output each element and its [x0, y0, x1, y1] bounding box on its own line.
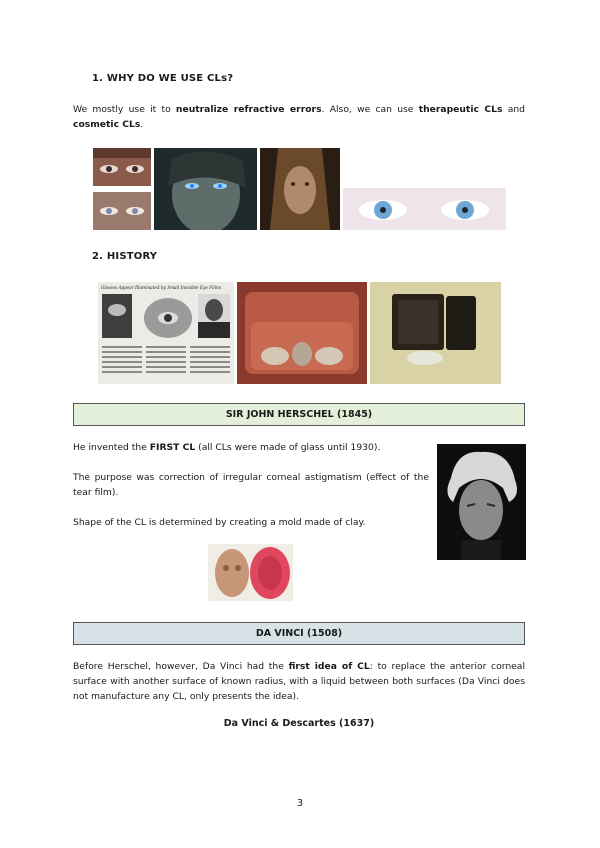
herschel-title-box: SIR JOHN HERSCHEL (1845)	[73, 403, 525, 426]
photo-elf-character	[260, 148, 340, 230]
davinci-p1-a: Before Herschel, however, Da Vinci had the	[73, 661, 289, 672]
page-number: 3	[296, 798, 304, 809]
photo-clay-molds	[208, 544, 293, 601]
herschel-p1-a: He invented the	[73, 442, 150, 453]
herschel-p3: Shape of the CL is determined by creating a mold made of clay.	[73, 517, 366, 528]
why-text-d: therapeutic CLs	[418, 104, 503, 115]
photo-herschel-portrait	[437, 444, 526, 560]
newspaper-headline: Glasses Appear Illuminated by Small Invisible Eye Films	[101, 285, 221, 290]
why-text-f: cosmetic CLs	[73, 119, 141, 130]
davinci-title-box: DA VINCI (1508)	[73, 622, 525, 645]
photo-contact-lens-box	[370, 282, 501, 384]
photo-man-eyes-bottom	[93, 192, 151, 230]
why-text-g: .	[140, 119, 144, 130]
section-heading-why: 1. WHY DO WE USE CLs?	[92, 73, 234, 84]
photo-newspaper-clipping	[98, 282, 234, 384]
photo-blue-eyes-closeup	[343, 188, 506, 230]
why-paragraph	[73, 102, 525, 132]
why-text-e: and	[502, 104, 526, 115]
photo-glowing-blue-eyes	[154, 148, 257, 230]
photo-glass-lenses-case	[237, 282, 367, 384]
davinci-p1-b: first idea of CL	[288, 661, 370, 672]
why-text-b: neutralize refractive errors	[175, 104, 322, 115]
herschel-p1	[73, 440, 429, 455]
davinci-paragraph	[73, 659, 525, 704]
why-text-c: . Also, we can use	[321, 104, 419, 115]
davinci-p1-c: : to replace the anterior corneal surface with another surface of known radius, with a liquid between both surfaces (Da Vinci does not manufacture any CL, only presents the idea).	[73, 661, 525, 702]
why-text-a: We mostly use it to	[73, 104, 176, 115]
photo-man-eyes-top	[93, 148, 151, 186]
herschel-p2: The purpose was correction of irregular corneal astigmatism (effect of the tear film).	[73, 472, 429, 498]
herschel-p1-b: FIRST CL	[149, 442, 196, 453]
davinci-descartes-subheading: Da Vinci & Descartes (1637)	[223, 718, 375, 729]
section-heading-history: 2. HISTORY	[92, 251, 158, 262]
herschel-p1-c: (all CLs were made of glass until 1930).	[195, 442, 381, 453]
